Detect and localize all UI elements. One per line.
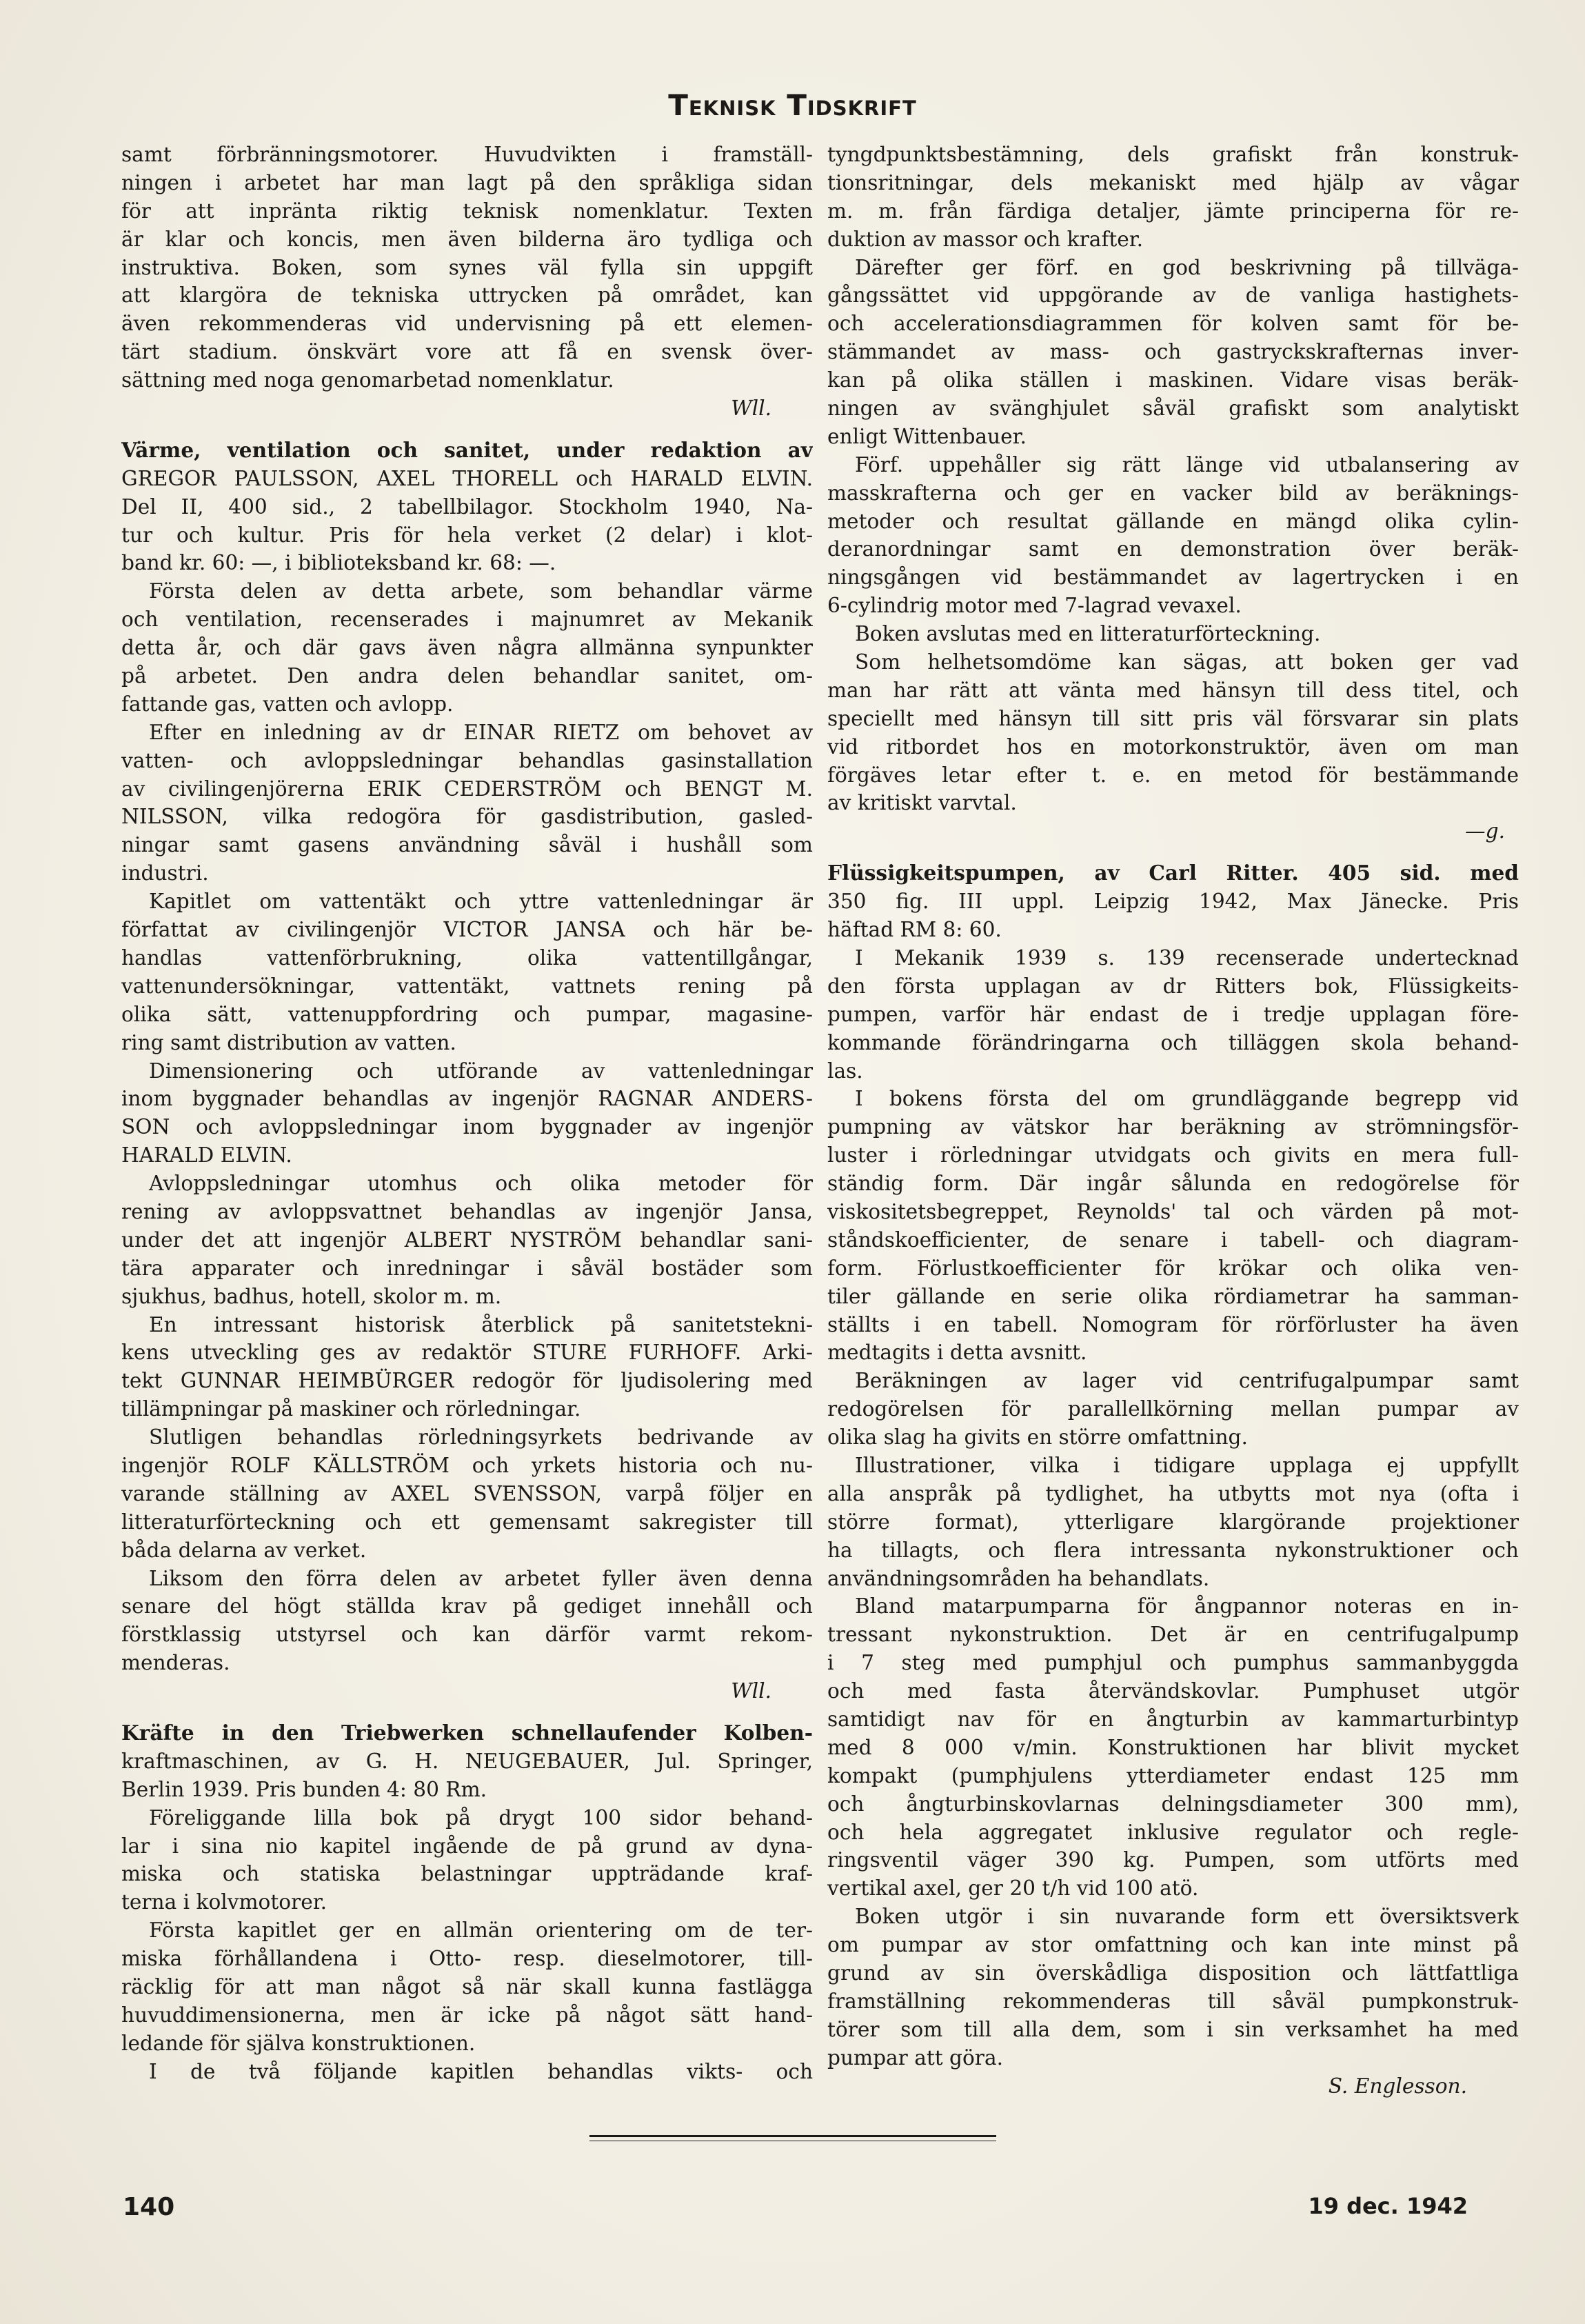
text-line: GREGOR PAULSSON, AXEL THORELL och HARALD ELVIN.: [121, 466, 813, 490]
text-line: ståndskoefficienter, de senare i tabell- och diagram-: [827, 1228, 1519, 1252]
text-line: 350 fig. III uppl. Leipzig 1942, Max Jänecke. Pris: [827, 890, 1519, 914]
text-line: inom byggnader behandlas av ingenjör RAGNAR ANDERS-: [121, 1087, 813, 1111]
text-line: på arbetet. Den andra delen behandlar sanitet, om-: [121, 664, 813, 688]
text-line: enligt Wittenbauer.: [827, 424, 1027, 448]
text-line: tiler gällande en serie olika rördiametrar ha samman-: [827, 1284, 1519, 1308]
text-line: ningen i arbetet har man lagt på den språkliga sidan: [121, 170, 813, 194]
text-line: I bokens första del om grundläggande begrepp vid: [855, 1087, 1519, 1111]
text-line: speciellt med hänsyn till sitt pris väl försvarar sin plats: [827, 706, 1519, 730]
text-line: Avloppsledningar utomhus och olika metoder för: [149, 1172, 813, 1196]
text-line: och ångturbinskovlarnas delningsdiameter 300 mm),: [827, 1792, 1519, 1816]
text-line: luster i rörledningar utvidgats och givits en mera full-: [827, 1143, 1519, 1168]
text-line: pumpning av vätskor har beräkning av strömningsför-: [827, 1115, 1519, 1139]
text-line: författat av civilingenjör VICTOR JANSA och här be-: [121, 918, 813, 942]
text-line: kan på olika ställen i maskinen. Vidare visas beräk-: [827, 368, 1519, 392]
text-line: för att inpränta riktig teknisk nomenklatur. Texten: [121, 199, 813, 223]
text-line: tekt GUNNAR HEIMBÜRGER redogör för ljudisolering med: [121, 1369, 813, 1393]
text-line: häftad RM 8: 60.: [827, 918, 1002, 942]
text-line: grund av sin överskådliga disposition och lättfattliga: [827, 1961, 1519, 1985]
reviewer-signature: S. Englesson.: [1328, 2074, 1467, 2098]
text-line: under det att ingenjör ALBERT NYSTRÖM behandlar sani-: [121, 1228, 813, 1252]
text-line: om pumpar av stor omfattning och kan inte minst på: [827, 1933, 1519, 1957]
text-line: tur och kultur. Pris för hela verket (2 delar) i klot-: [121, 523, 813, 547]
text-line: förstklassig utstyrsel och kan därför varmt rekom-: [121, 1623, 813, 1647]
text-line: ingenjör ROLF KÄLLSTRÖM och yrkets historia och nu-: [121, 1453, 813, 1477]
text-line: av civilingenjörerna ERIK CEDERSTRÖM och BENGT M.: [121, 777, 813, 801]
end-rule: [589, 2135, 996, 2137]
text-line: Bland matarpumparna för ångpannor noteras en in-: [855, 1594, 1519, 1619]
text-line: En intressant historisk återblick på sanitetstekni-: [149, 1312, 813, 1336]
text-line: terna i kolvmotorer.: [121, 1890, 327, 1914]
text-line: tärt stadium. önskvärt vore att få en svensk över-: [121, 340, 813, 364]
text-line: båda delarna av verket.: [121, 1538, 367, 1562]
text-line: detta år, och där gavs även några allmänna synpunkter: [121, 636, 813, 660]
text-line: ring samt distribution av vatten.: [121, 1030, 456, 1054]
text-line: Förf. uppehåller sig rätt länge vid utbalansering av: [855, 452, 1519, 477]
reviewer-signature: Wll.: [731, 1679, 771, 1703]
left-column: [121, 141, 813, 2086]
text-line: törer som till alla dem, som i sin verksamhet ha med: [827, 2017, 1519, 2041]
text-line: ställts i en tabell. Nomogram för rörförluster ha även: [827, 1312, 1519, 1336]
text-line: ningar samt gasens användning såväl i hushåll som: [121, 833, 813, 857]
text-line: kompakt (pumphjulens ytterdiameter endast 125 mm: [827, 1763, 1519, 1787]
text-line: las.: [827, 1059, 863, 1083]
text-line: tressant nykonstruktion. Det är en centrifugalpump: [827, 1623, 1519, 1647]
text-line: även rekommenderas vid undervisning på ett elemen-: [121, 312, 813, 336]
issue-date: 19 dec. 1942: [1308, 2193, 1468, 2219]
text-line: miska och statiska belastningar uppträdande kraf-: [121, 1862, 813, 1886]
review-heading-line: [121, 1719, 813, 1747]
review-title: Flüssigkeitspumpen, av Carl Ritter. 405 sid. med: [827, 861, 1519, 885]
text-line: med 8 000 v/min. Konstruktionen har blivit mycket: [827, 1735, 1519, 1759]
text-line: rening av avloppsvattnet behandlas av ingenjör Jansa,: [121, 1199, 813, 1223]
text-line: förgäves letar efter t. e. en metod för bestämmande: [827, 763, 1519, 787]
text-line: fattande gas, vatten och avlopp.: [121, 692, 454, 716]
review-heading-line: [827, 859, 1519, 888]
text-line: varande ställning av AXEL SVENSSON, varpå följer en: [121, 1481, 813, 1505]
text-line: Som helhetsomdöme kan sägas, att boken ger vad: [855, 650, 1519, 674]
review-title: Värme, ventilation och sanitet, under redaktion av: [121, 437, 813, 462]
text-line: menderas.: [121, 1651, 230, 1675]
text-line: deranordningar samt en demonstration över beräk-: [827, 537, 1519, 561]
text-line: duktion av massor och krafter.: [827, 227, 1144, 251]
text-line: Föreliggande lilla bok på drygt 100 sidor behand-: [149, 1805, 813, 1830]
text-line: i 7 steg med pumphjul och pumphus sammanbyggda: [827, 1651, 1519, 1675]
text-line: pumpen, varför här endast de i tredje upplagan före-: [827, 1002, 1519, 1026]
text-line: vattenundersökningar, vattentäkt, vattnets rening på: [121, 974, 813, 998]
text-line: vid ritbordet hos en motorkonstruktör, även om man: [827, 734, 1519, 759]
text-line: 6-cylindrig motor med 7-lagrad vevaxel.: [827, 594, 1242, 618]
text-line: sjukhus, badhus, hotell, skolor m. m.: [121, 1284, 502, 1308]
text-line: SON och avloppsledningar inom byggnader av ingenjör: [121, 1115, 813, 1139]
page-number: 140: [123, 2193, 175, 2221]
text-line: NILSSON, vilka redogöra för gasdistribution, gasled-: [121, 805, 813, 829]
text-line: lar i sina nio kapitel ingående de på grund av dyna-: [121, 1834, 813, 1858]
text-line: ringsventil väger 390 kg. Pumpen, som utförts med: [827, 1848, 1519, 1872]
text-line: industri.: [121, 861, 209, 885]
text-line: Slutligen behandlas rörledningsyrkets bedrivande av: [149, 1425, 813, 1450]
text-line: Boken avslutas med en litteraturförteckning.: [855, 622, 1321, 646]
text-line: ningsgången vid bestämmandet av lagertrycken i en: [827, 565, 1519, 590]
text-line: miska förhållandena i Otto- resp. dieselmotorer, till-: [121, 1947, 813, 1971]
text-line: masskrafterna och ger en vacker bild av beräknings-: [827, 481, 1519, 505]
text-line: band kr. 60: —, i biblioteksband kr. 68: —.: [121, 551, 556, 575]
text-line: ledande för själva konstruktionen.: [121, 2031, 476, 2055]
text-line: medtagits i detta avsnitt.: [827, 1341, 1087, 1365]
review-title: Kräfte in den Triebwerken schnellaufender Kolben-: [121, 1720, 813, 1745]
text-line: tära apparater och inredningar i såväl bostäder som: [121, 1256, 813, 1280]
text-line: huvuddimensionerna, men är icke på något sätt hand-: [121, 2003, 813, 2027]
text-line: pumpar att göra.: [827, 2045, 1004, 2070]
text-line: Berlin 1939. Pris bunden 4: 80 Rm.: [121, 1777, 487, 1801]
text-line: m. m. från färdiga detaljer, jämte principerna för re-: [827, 199, 1519, 223]
text-line: stämmandet av mass- och gastryckskrafternas inver-: [827, 340, 1519, 364]
text-line: I de två följande kapitlen behandlas vikts- och: [149, 2059, 813, 2083]
text-line: Därefter ger förf. en god beskrivning på tillväga-: [855, 255, 1519, 279]
text-line: av kritiskt varvtal.: [827, 791, 1017, 815]
text-line: Kapitlet om vattentäkt och yttre vattenledningar är: [149, 890, 813, 914]
text-line: vertikal axel, ger 20 t/h vid 100 atö.: [827, 1876, 1199, 1901]
text-line: HARALD ELVIN.: [121, 1143, 292, 1168]
text-line: Dimensionering och utförande av vattenledningar: [149, 1059, 813, 1083]
journal-title: Teknisk Tidskrift: [668, 88, 917, 122]
text-line: olika sätt, vattenuppfordring och pumpar, magasine-: [121, 1002, 813, 1026]
text-line: kens utveckling ges av redaktör STURE FURHOFF. Arki-: [121, 1341, 813, 1365]
text-line: kraftmaschinen, av G. H. NEUGEBAUER, Jul. Springer,: [121, 1749, 813, 1773]
text-line: handlas vattenförbrukning, olika vattentillgångar,: [121, 945, 813, 970]
text-line: man har rätt att vänta med hänsyn till dess titel, och: [827, 678, 1519, 702]
text-line: Del II, 400 sid., 2 tabellbilagor. Stockholm 1940, Na-: [121, 494, 813, 519]
text-line: Första kapitlet ger en allmän orientering om de ter-: [149, 1919, 813, 1943]
text-line: Illustrationer, vilka i tidigare upplaga ej uppfyllt: [855, 1453, 1519, 1477]
text-line: Liksom den förra delen av arbetet fyller även denna: [149, 1566, 813, 1590]
text-line: sättning med noga genomarbetad nomenklatur.: [121, 368, 614, 392]
text-line: större format), ytterligare klargörande projektioner: [827, 1510, 1519, 1534]
text-line: vatten- och avloppsledningar behandlas gasinstallation: [121, 748, 813, 772]
text-line: att klargöra de tekniska uttrycken på området, kan: [121, 283, 813, 308]
text-line: Beräkningen av lager vid centrifugalpumpar samt: [855, 1369, 1519, 1393]
text-line: den första upplagan av dr Ritters bok, Flüssigkeits-: [827, 974, 1519, 998]
reviewer-signature: —g.: [1465, 819, 1505, 843]
text-line: tyngdpunktsbestämning, dels grafiskt från konstruk-: [827, 143, 1519, 166]
text-line: samtidigt nav för en ångturbin av kammarturbintyp: [827, 1707, 1519, 1731]
text-line: och hela aggregatet inklusive regulator och regle-: [827, 1820, 1519, 1844]
text-line: och med fasta återvändskovlar. Pumphuset utgör: [827, 1679, 1519, 1703]
text-line: tillämpningar på maskiner och rörledningar.: [121, 1397, 581, 1421]
text-line: ständig form. Där ingår sålunda en redogörelse för: [827, 1172, 1519, 1196]
text-line: olika slag ha givits en större omfattning.: [827, 1425, 1248, 1450]
text-line: metoder och resultat gällande en mängd olika cylin-: [827, 509, 1519, 533]
text-line: är klar och koncis, men även bilderna äro tydliga och: [121, 227, 813, 251]
text-line: form. Förlustkoefficienter för krökar och olika ven-: [827, 1256, 1519, 1280]
text-line: redogörelsen för parallellkörning mellan pumpar av: [827, 1397, 1519, 1421]
text-line: litteraturförteckning och ett gemensamt sakregister till: [121, 1510, 813, 1534]
text-line: Boken utgör i sin nuvarande form ett översiktsverk: [855, 1905, 1519, 1929]
text-line: I Mekanik 1939 s. 139 recenserade undertecknad: [855, 945, 1519, 970]
text-line: och ventilation, recenserades i majnumret av Mekanik: [121, 608, 813, 632]
text-line: Första delen av detta arbete, som behandlar värme: [149, 579, 813, 603]
text-line: gångssättet vid uppgörande av de vanliga hastighets-: [827, 283, 1519, 308]
text-line: användningsområden ha behandlats.: [827, 1566, 1210, 1590]
text-line: senare del högt ställda krav på gediget innehåll och: [121, 1594, 813, 1619]
text-line: alla anspråk på tydlighet, ha utbytts mot nya (ofta i: [827, 1481, 1519, 1505]
text-line: tionsritningar, dels mekaniskt med hjälp av vågar: [827, 170, 1519, 194]
text-line: kommande förändringarna och tilläggen skola behand-: [827, 1030, 1519, 1054]
text-line: viskositetsbegreppet, Reynolds' tal och värden på mot-: [827, 1199, 1519, 1223]
right-column: [827, 141, 1519, 2100]
text-line: instruktiva. Boken, som synes väl fylla sin uppgift: [121, 255, 813, 279]
reviewer-signature: Wll.: [731, 397, 771, 421]
text-line: och accelerationsdiagrammen för kolven samt för be-: [827, 312, 1519, 336]
text-line: räcklig för att man något så när skall kunna fastlägga: [121, 1975, 813, 1999]
text-line: Efter en inledning av dr EINAR RIETZ om behovet av: [149, 720, 813, 744]
text-line: samt förbränningsmotorer. Huvudvikten i framställ-: [121, 143, 813, 166]
text-line: ningen av svänghjulet såväl grafiskt som analytiskt: [827, 397, 1519, 421]
text-line: ha tillagts, och flera intressanta nykonstruktioner och: [827, 1538, 1519, 1562]
text-line: framställning rekommenderas till såväl pumpkonstruk-: [827, 1989, 1519, 2013]
review-heading-line: [121, 437, 813, 465]
